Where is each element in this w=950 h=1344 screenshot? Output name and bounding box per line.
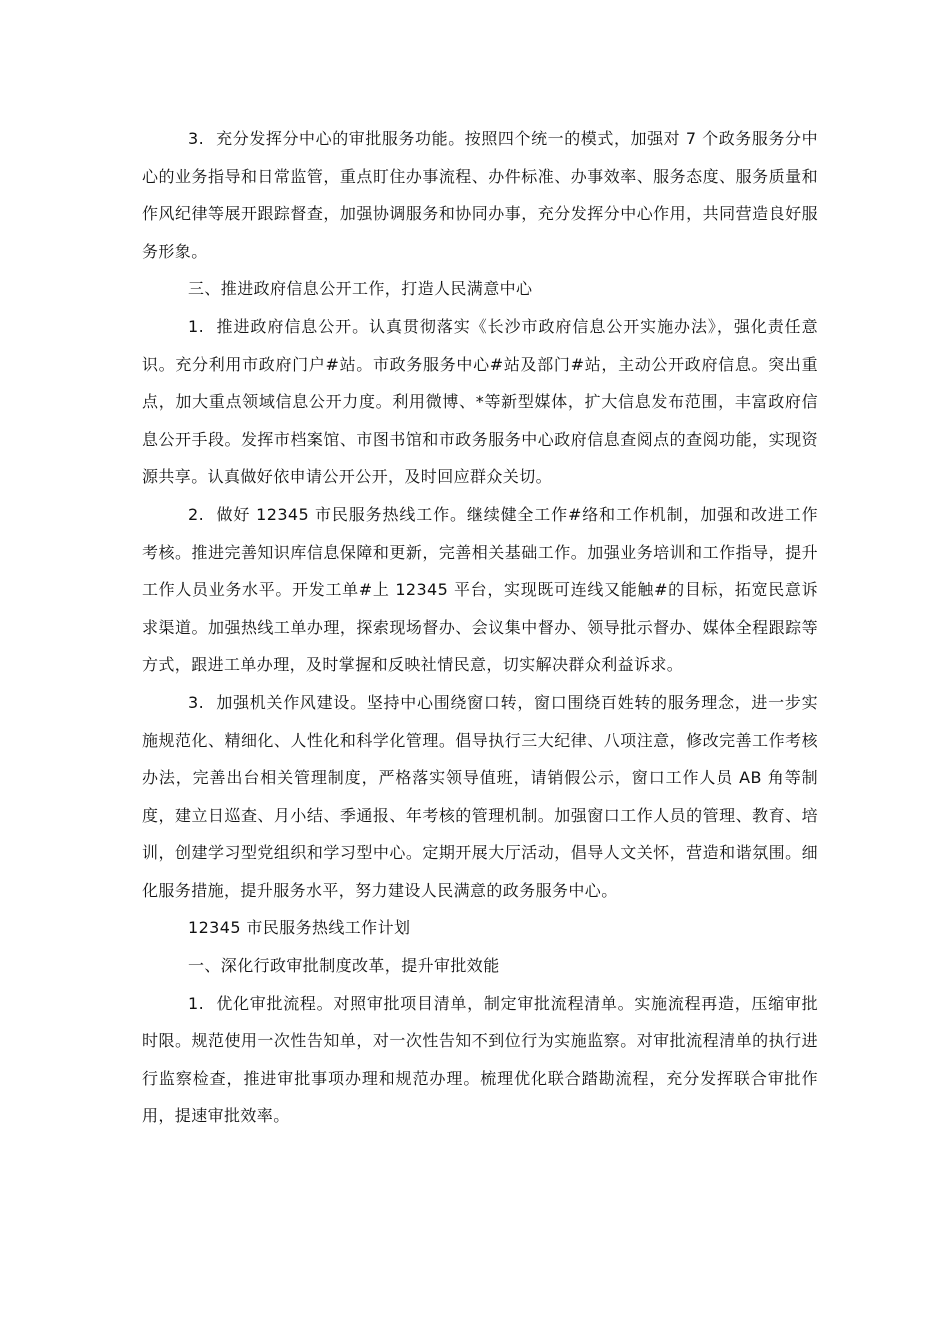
heading-text: 12345 市民服务热线工作计划: [188, 918, 411, 938]
document-body: [142, 120, 818, 1135]
heading-text: 一、深化行政审批制度改革，提升审批效能: [188, 956, 500, 976]
item-number: 2.: [188, 504, 205, 524]
paragraph-item-2-hotline: [142, 496, 818, 684]
section-heading-3: [142, 270, 818, 308]
paragraph-item-1-approval: [142, 985, 818, 1135]
paragraph-text: 做好 12345 市民服务热线工作。继续健全工作#络和工作机制，加强和改进工作考核。推进完善知识库信息保障和更新，完善相关基础工作。加强业务培训和工作指导，提升工作人员业务水平。开发工单#上 12345 平台，实现既可连线又能触#的目标，拓宽民意诉求渠道。加强热线工单办理，探索现场督办、会议集中督办、领导批示督办、媒体全程跟踪等方式，跟进工单办理，及时掌握和反映社情民意，切实解决群众利益诉求。: [142, 504, 818, 675]
paragraph-text: 优化审批流程。对照审批项目清单，制定审批流程清单。实施流程再造，压缩审批时限。规范使用一次性告知单，对一次性告知不到位行为实施监察。对审批流程清单的执行进行监察检查，推进审批事项办理和规范办理。梳理优化联合踏勘流程，充分发挥联合审批作用，提速审批效率。: [142, 993, 818, 1126]
item-number: 3.: [188, 129, 205, 148]
heading-text: 三、推进政府信息公开工作，打造人民满意中心: [188, 279, 533, 299]
paragraph-text: 充分发挥分中心的审批服务功能。按照四个统一的模式，加强对 7 个政务服务分中心的业务指导和日常监管，重点盯住办事流程、办件标准、办事效率、服务态度、服务质量和作风纪律等展开跟踪督查，加强协调服务和协同办事，充分发挥分中心作用，共同营造良好服务形象。: [142, 129, 818, 261]
item-number: 1.: [188, 316, 205, 336]
item-number: 3.: [188, 692, 205, 712]
item-number: 1.: [188, 993, 205, 1013]
section-heading-1: [142, 947, 818, 985]
paragraph-item-3-service: [142, 120, 818, 270]
plan-title: [142, 909, 818, 947]
paragraph-item-3-work-style: [142, 684, 818, 910]
paragraph-text: 加强机关作风建设。坚持中心围绕窗口转，窗口围绕百姓转的服务理念，进一步实施规范化、精细化、人性化和科学化管理。倡导执行三大纪律、八项注意，修改完善工作考核办法，完善出台相关管理制度，严格落实领导值班，请销假公示，窗口工作人员 AB 角等制度，建立日巡查、月小结、季通报、年考核的管理机制。加强窗口工作人员的管理、教育、培训，创建学习型党组织和学习型中心。定期开展大厅活动，倡导人文关怀，营造和谐氛围。细化服务措施，提升服务水平，努力建设人民满意的政务服务中心。: [142, 692, 818, 900]
paragraph-text: 推进政府信息公开。认真贯彻落实《长沙市政府信息公开实施办法》，强化责任意识。充分利用市政府门户#站。市政务服务中心#站及部门#站，主动公开政府信息。突出重点，加大重点领域信息公开力度。利用微博、*等新型媒体，扩大信息发布范围，丰富政府信息公开手段。发挥市档案馆、市图书馆和市政务服务中心政府信息查阅点的查阅功能，实现资源共享。认真做好依申请公开公开，及时回应群众关切。: [142, 316, 818, 487]
paragraph-item-1-info-disclosure: [142, 308, 818, 496]
